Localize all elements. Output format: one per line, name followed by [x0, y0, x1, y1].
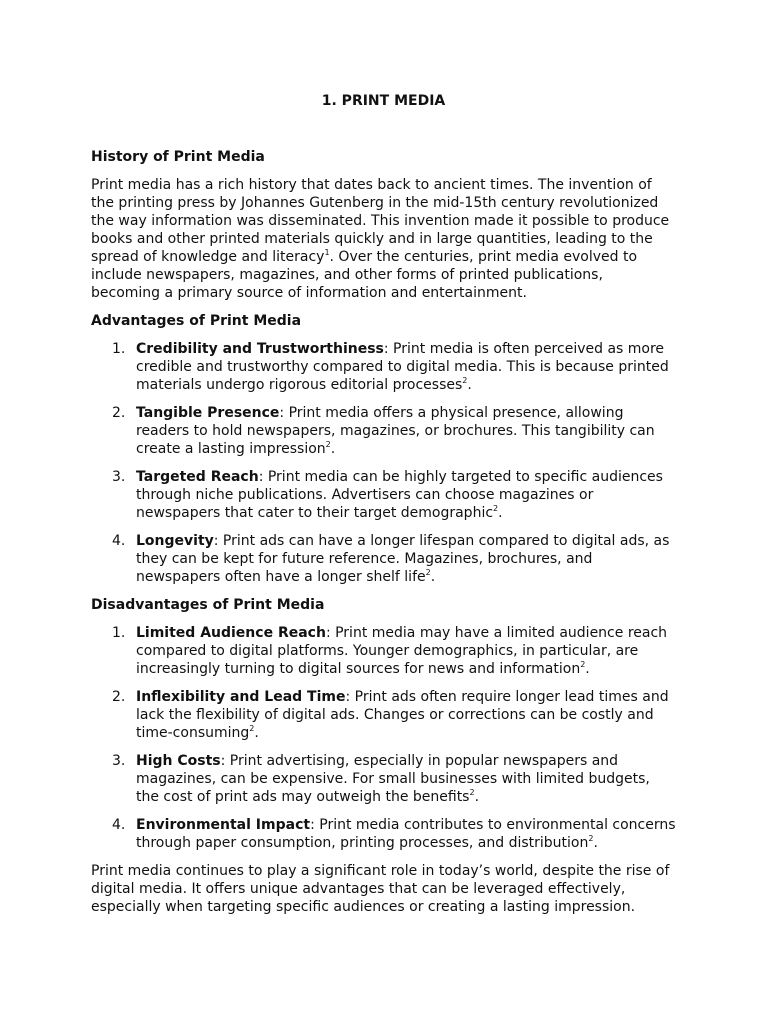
footnote-ref: 2	[469, 788, 475, 797]
list-item	[112, 624, 676, 678]
item-number: 2.	[112, 405, 126, 421]
advantages-heading: Advantages of Print Media	[91, 313, 302, 329]
item-text: : Print ads can have a longer lifespan compared to digital ads, as they can be kept for future reference. Magazines, brochures, and newspapers often have a longer shelf life	[136, 533, 670, 585]
item-text: : Print media may have a limited audience reach compared to digital platforms. Younger demographics, in particular, are increasingly turning to digital sources for news and information	[136, 625, 668, 677]
list-item	[112, 404, 676, 458]
disadvantages-heading: Disadvantages of Print Media	[91, 597, 325, 613]
item-term: Credibility and Trustworthiness	[136, 341, 384, 357]
footnote-ref: 1	[324, 248, 330, 257]
list-item	[112, 340, 676, 394]
item-end: .	[467, 377, 472, 393]
footnote-ref: 2	[325, 440, 331, 449]
history-paragraph	[91, 176, 676, 302]
item-end: .	[430, 569, 436, 585]
item-end: .	[330, 441, 336, 457]
item-term: Inflexibility and Lead Time	[136, 689, 346, 705]
item-term: High Costs	[136, 753, 221, 769]
list-item	[112, 532, 676, 586]
disadvantages-list	[91, 624, 676, 852]
list-item	[112, 752, 676, 806]
item-text: : Print ads often require longer lead times and lack the flexibility of digital ads. Changes or corrections can be costly and time-consuming	[136, 689, 669, 741]
conclusion-paragraph: Print media continues to play a significant role in today’s world, despite the rise of digital media. It offers unique advantages that can be leveraged effectively, especially when targeting specific audiences or creating a lasting impression.	[91, 863, 670, 915]
footnote-ref: 2	[425, 568, 431, 577]
list-item	[112, 468, 676, 522]
page-title: 1. PRINT MEDIA	[321, 93, 446, 109]
history-text-a: Print media has a rich history that dates back to ancient times. The invention of the printing press by Johannes Gutenberg in the mid-15th century revolutionized the way information was disseminated. This invention made it possible to produce books and other printed materials quickly and in large quantities, leading to the spread of knowledge and literacy	[91, 177, 670, 265]
footnote-ref: 2	[580, 660, 586, 669]
history-heading: History of Print Media	[91, 149, 265, 165]
item-term: Longevity	[136, 533, 214, 549]
item-text: : Print media can be highly targeted to specific audiences through niche publications. Advertisers can choose magazines or newspapers that cater to their target demographic	[136, 469, 663, 521]
item-term: Tangible Presence	[136, 405, 280, 421]
item-end: .	[585, 661, 590, 677]
item-end: .	[254, 725, 259, 741]
item-term: Targeted Reach	[136, 469, 259, 485]
item-number: 3.	[112, 469, 126, 485]
item-term: Limited Audience Reach	[136, 625, 326, 641]
item-number: 4.	[112, 817, 126, 833]
list-item	[112, 688, 676, 742]
item-number: 1.	[112, 341, 126, 357]
footnote-ref: 2	[493, 504, 499, 513]
item-text: : Print media offers a physical presence, allowing readers to hold newspapers, magazines, or brochures. This tangibility can create a lasting impression	[136, 405, 655, 457]
item-end: .	[593, 835, 598, 851]
footnote-ref: 2	[249, 724, 255, 733]
item-text: : Print advertising, especially in popular newspapers and magazines, can be expensive. For small businesses with limited budgets, the cost of print ads may outweigh the benefits	[136, 753, 650, 805]
item-text: : Print media is often perceived as more credible and trustworthy compared to digital media. This is because printed materials undergo rigorous editorial processes	[136, 341, 669, 393]
history-text-b: . Over the centuries, print media evolved to include newspapers, magazines, and other forms of printed publications, becoming a primary source of information and entertainment.	[91, 249, 638, 301]
footnote-ref: 2	[588, 834, 594, 843]
item-end: .	[498, 505, 503, 521]
footnote-ref: 2	[462, 376, 468, 385]
list-item	[112, 816, 676, 852]
item-number: 1.	[112, 625, 126, 641]
item-text: : Print media contributes to environmental concerns through paper consumption, printing processes, and distribution	[136, 817, 676, 851]
item-term: Environmental Impact	[136, 817, 311, 833]
item-number: 4.	[112, 533, 126, 549]
item-number: 3.	[112, 753, 126, 769]
advantages-list	[91, 340, 676, 586]
item-end: .	[474, 789, 480, 805]
item-number: 2.	[112, 689, 126, 705]
